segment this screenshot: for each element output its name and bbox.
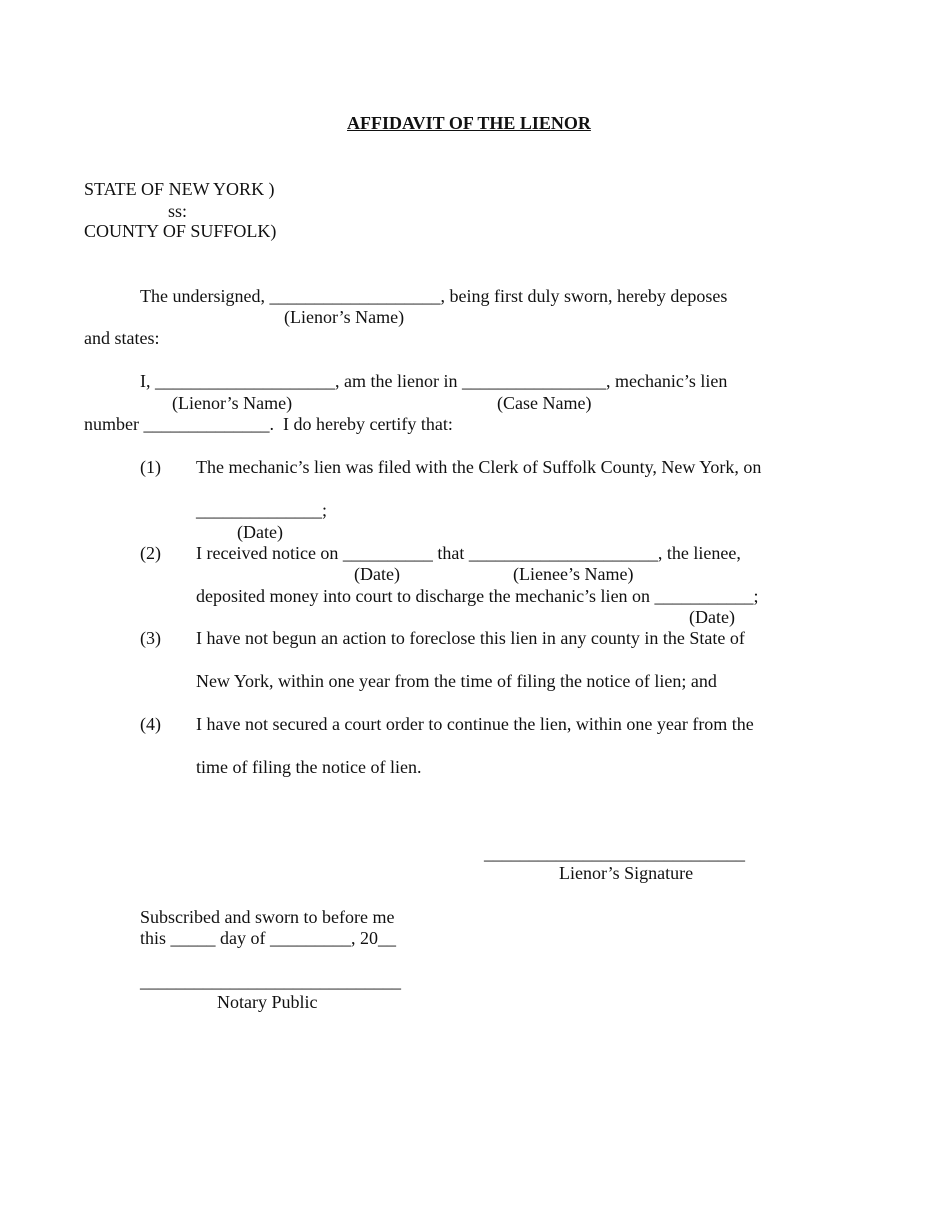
item-3-text-continued: New York, within one year from the time of filing the notice of lien; and [196, 671, 717, 691]
item-1-date-blank: ______________; [196, 500, 328, 520]
item-1-number: (1) [140, 457, 161, 477]
item-1-text: The mechanic’s lien was filed with the Clerk of Suffolk County, New York, on [196, 457, 762, 477]
notary-signature-line: _____________________________ [140, 971, 401, 991]
item-2-lienee-label: (Lienee’s Name) [513, 564, 634, 584]
item-3-number: (3) [140, 628, 161, 648]
item-2-deposit-date-label: (Date) [689, 607, 735, 627]
document-title: AFFIDAVIT OF THE LIENOR [347, 113, 591, 133]
venue-county: COUNTY OF SUFFOLK) [84, 221, 277, 241]
signature-line: _____________________________ [484, 843, 745, 863]
item-4-text: I have not secured a court order to continue the lien, within one year from the [196, 714, 754, 734]
intro-lienor-label: (Lienor’s Name) [284, 307, 405, 327]
venue-state: STATE OF NEW YORK ) [84, 179, 275, 199]
item-3-text: I have not begun an action to foreclose this lien in any county in the State of [196, 628, 745, 648]
notary-label: Notary Public [217, 992, 318, 1012]
intro-line-continued: and states: [84, 328, 160, 348]
item-4-text-continued: time of filing the notice of lien. [196, 757, 422, 777]
statement-lienor-label: (Lienor’s Name) [172, 393, 293, 413]
statement-line: I, ____________________, am the lienor in ________________, mechanic’s lien [140, 371, 728, 391]
signature-label: Lienor’s Signature [559, 863, 694, 883]
item-1-date-label: (Date) [237, 522, 283, 542]
item-2-text-continued: deposited money into court to discharge the mechanic’s lien on ___________; [196, 586, 759, 606]
venue-ss: ss: [168, 201, 188, 221]
statement-case-label: (Case Name) [497, 393, 592, 413]
jurat-line: Subscribed and sworn to before me [140, 907, 395, 927]
intro-line: The undersigned, ___________________, being first duly sworn, hereby deposes [140, 286, 728, 306]
jurat-date-line: this _____ day of _________, 20__ [140, 928, 396, 948]
item-2-date-label: (Date) [354, 564, 400, 584]
statement-line-continued: number ______________. I do hereby certify that: [84, 414, 453, 434]
item-4-number: (4) [140, 714, 161, 734]
item-2-number: (2) [140, 543, 161, 563]
item-2-text: I received notice on __________ that _____________________, the lienee, [196, 543, 741, 563]
